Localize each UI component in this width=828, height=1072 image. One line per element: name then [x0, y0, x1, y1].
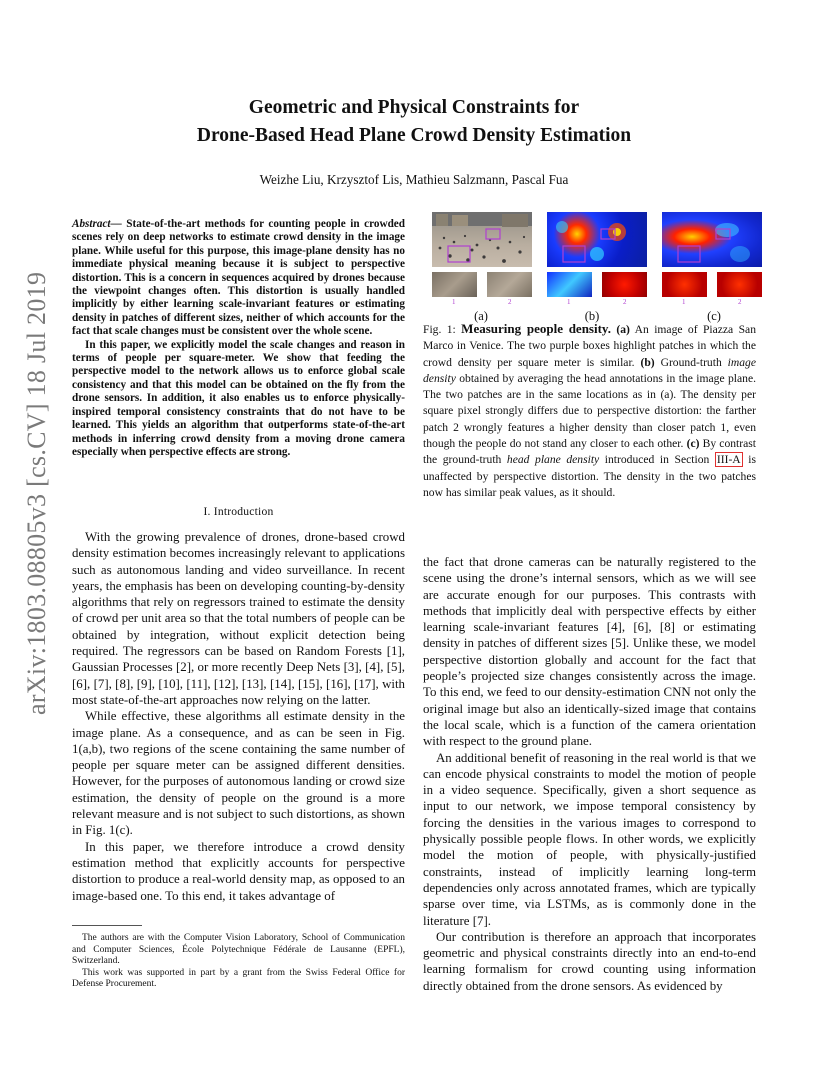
caption-c-text-1: By contrast the ground-truth	[423, 437, 757, 467]
paper-title-line-2: Drone-Based Head Plane Crowd Density Estimation	[196, 125, 632, 146]
caption-a-tag: (a)	[616, 323, 630, 336]
figure-1b-label: (b)	[584, 309, 600, 323]
abstract-lead: Abstract	[72, 218, 111, 230]
arxiv-id: arXiv:1803.08805v3 [cs.CV] 18 Jul 2019	[22, 271, 51, 715]
figure-1a-label: (a)	[474, 309, 488, 323]
figure-1-caption	[423, 321, 756, 501]
caption-title: Measuring people density.	[461, 321, 611, 336]
figure-1b-patch-1	[547, 272, 592, 297]
intro-left-column	[72, 529, 405, 904]
intro-paragraph-3: In this paper, we therefore introduce a crowd density estimation method that explicitly accounts for perspective distortion to produce a real-world density map, as opposed to an image-based one. To this end, it takes advantage of	[72, 839, 405, 903]
section-reference-link[interactable]: III-A	[716, 453, 741, 467]
figure-1c-density	[662, 212, 762, 267]
footnote	[72, 933, 405, 991]
footnote-paragraph-1: The authors are with the Computer Vision Laboratory, School of Communication and Computer Sciences, École Polytechnique Fédérale de Lausanne (EPFL), Switzerland.	[72, 933, 405, 966]
figure-1a-patch-1	[432, 272, 477, 297]
right-paragraph-1: the fact that drone cameras can be naturally registered to the scene using the drone’s internal sensors, which as we will see are accurate enough for our purposes. This contrasts with methods that implicitly deal with perspective effects by either learning scale-invariant features [4], [6], [8] or estimating density in patches of different sizes [5]. Unlike these, we model perspective distortion globally and account for the fact that people’s projected size changes consistently across the image. To this end, we feed to our density-estimation CNN not only the original image but also an identically-sized image that contains the local scale, which is a function of the camera orientation with respect to the ground plane.	[423, 555, 756, 749]
figure-1	[432, 212, 762, 322]
caption-c-text-2: introduced in Section	[599, 453, 715, 467]
abstract	[72, 218, 405, 459]
caption-a-text: An image of Piazza San Marco in Venice. The two purple boxes highlight patches in which the crowd density per square meter is similar.	[423, 323, 756, 369]
caption-c-emphasis: head plane density	[506, 453, 600, 467]
figure-1a-photo	[432, 212, 532, 267]
patch-label-2c: 2	[738, 298, 742, 306]
patch-label-1c: 1	[682, 298, 686, 306]
figure-1b-density	[547, 212, 647, 267]
patch-label-2a: 2	[508, 298, 512, 306]
caption-b-text-2: obtained by averaging the head annotations in the image plane. The two patches are in the same locations as in (a). The density per square pixel strongly differs due to perspective distortion: the farther patch 2 wrongly features a higher density than closer patch 1, even though the people do not stand any closer to each other.	[423, 371, 756, 451]
patch-label-1b: 1	[567, 298, 571, 306]
abstract-paragraph-2: In this paper, we explicitly model the scale changes and reason in terms of people per square-meter. We show that feeding the perspective model to the network allows us to enforce global scale consistency and that this model can be obtained on the fly from the drone sensors. In addition, it also enables us to enforce physically-inspired temporal consistency constraints that do not have to be learned. This yields an algorithm that outperforms state-of-the-art methods in inferring crowd density from a moving drone camera especially when perspective effects are strong.	[72, 338, 405, 458]
figure-1c-patch-2	[717, 272, 762, 297]
intro-paragraph-2: While effective, these algorithms all estimate density in the image plane. As a consequence, and as can be seen in Fig. 1(a,b), two regions of the scene containing the same number of people per square meter can be assigned different densities. However, for the purposes of autonomous landing or crowd size estimation, the density of people on the ground is a more relevant measure and is not subject to such distortions, as shown in Fig. 1(c).	[72, 709, 405, 838]
figure-1a-patch-2	[487, 272, 532, 297]
footnote-rule	[72, 925, 142, 926]
intro-right-column	[423, 554, 756, 994]
caption-b-text-1: Ground-truth	[654, 355, 728, 369]
paper-title-line-1: Geometric and Physical Constraints for	[248, 97, 580, 118]
caption-c-text-3: is unaffected by perspective distortion. The density in the two patches now has similar peak values, as it should.	[423, 453, 756, 499]
caption-c-tag: (c)	[686, 437, 700, 451]
right-paragraph-3: Our contribution is therefore an approach that incorporates geometric and physical constraints directly into an end-to-end learning formalism for crowd counting using information directly obtained from the drone sensors. As evidenced by	[423, 929, 756, 993]
section-heading-introduction: I. Introduction	[203, 505, 274, 518]
patch-label-1a: 1	[452, 298, 456, 306]
paper-authors: Weizhe Liu, Krzysztof Lis, Mathieu Salzmann, Pascal Fua	[259, 172, 569, 187]
footnote-paragraph-2: This work was supported in part by a grant from the Swiss Federal Office for Defense Procurement.	[72, 967, 405, 989]
figure-1c-patch-1	[662, 272, 707, 297]
caption-b-emphasis: image density	[423, 355, 756, 385]
figure-1b-patch-2	[602, 272, 647, 297]
right-paragraph-2: An additional benefit of reasoning in the real world is that we can encode physical constraints to model the motion of people in a video sequence. Specifically, given a short sequence as input to our network, we impose temporal consistency by forcing the densities in the various images to correspond to physically possible people flows. In other words, we explicitly model the motion of people, with physically-justified constraints, instead of implicitly learning long-term dependencies only across annotated frames, which are typically sparse over time, via LSTMs, as is commonly done in the literature [7].	[423, 750, 756, 928]
figure-1c-label: (c)	[707, 309, 721, 323]
caption-prefix: Fig. 1:	[423, 323, 462, 336]
patch-label-2b: 2	[623, 298, 627, 306]
abstract-paragraph-1: — State-of-the-art methods for counting people in crowded scenes rely on deep networks to estimate crowd density in the image plane. While useful for this purpose, this image-plane density has no immediate physical meaning because it is subject to perspective distortion. This is a concern in sequences acquired by drones because the viewpoint changes often. This distortion is usually handled implicitly by either learning scale-invariant features or estimating density in patches of different sizes, neither of which accounts for the fact that scale changes must be consistent over the whole scene.	[72, 218, 405, 338]
intro-paragraph-1: With the growing prevalence of drones, drone-based crowd density estimation becomes increasingly relevant to applications such as autonomous landing and video surveillance. In recent years, the emphasis has been on developing counting-by-density algorithms that rely on regressors trained to estimate the density of crowd per unit area so that the total numbers of people can be obtained by integration, without explicit detection being required. The regressors can be based on Random Forests [1], Gaussian Processes [2], or more recently Deep Nets [3], [4], [5], [6], [7], [8], [9], [10], [11], [12], [13], [14], [15], [16], [17], with most state-of-the-art approaches now relying on the latter.	[72, 530, 405, 707]
caption-b-tag: (b)	[640, 355, 655, 369]
